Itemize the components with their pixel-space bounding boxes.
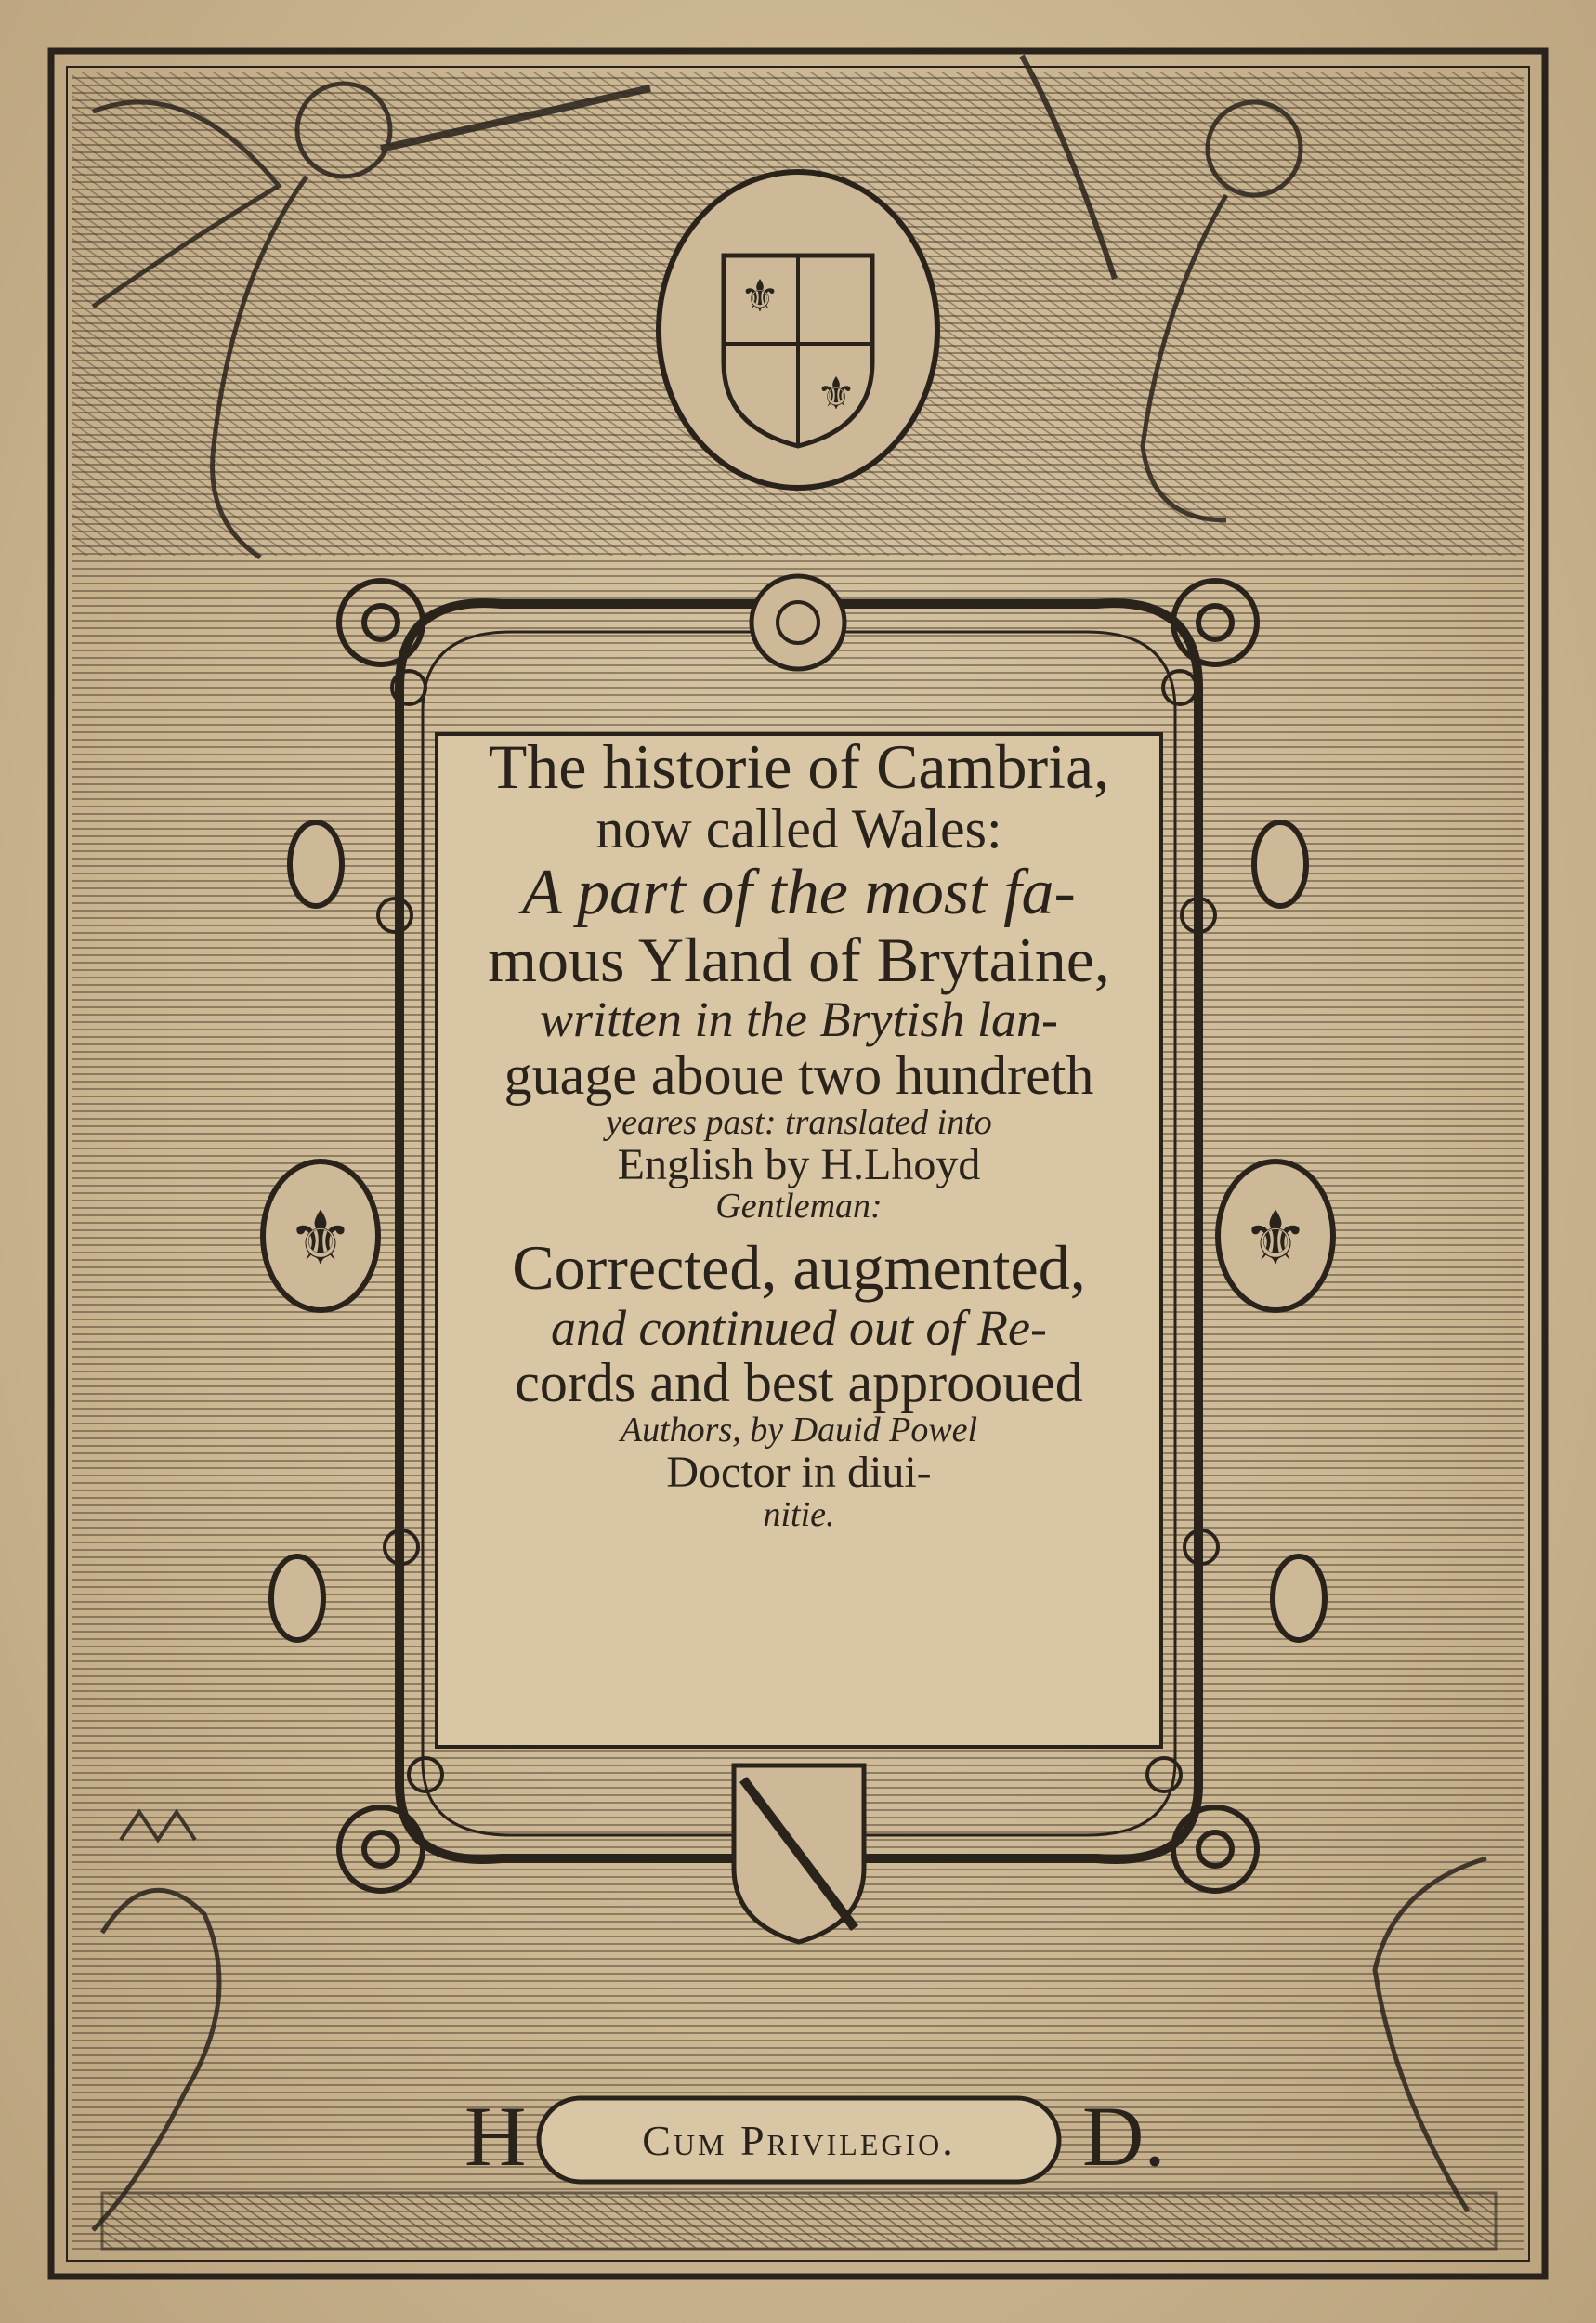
svg-text:⚜: ⚜ bbox=[816, 368, 857, 420]
printer-initial-right: D. bbox=[1082, 2089, 1166, 2184]
title-line-2: now called Wales: bbox=[595, 798, 1002, 860]
title-line-10: Corrected, augmented, bbox=[512, 1232, 1086, 1304]
title-line-5: written in the Brytish lan- bbox=[540, 991, 1058, 1048]
title-line-13: Authors, by Dauid Powel bbox=[620, 1411, 978, 1450]
title-line-11: and continued out of Re- bbox=[551, 1299, 1047, 1356]
royal-arms-icon bbox=[659, 172, 937, 488]
title-line-9: Gentleman: bbox=[715, 1187, 883, 1227]
printer-initial-left: H bbox=[464, 2089, 527, 2184]
cum-privilegio-label: Cum Privilegio. bbox=[642, 2116, 956, 2164]
svg-text:⚜: ⚜ bbox=[739, 270, 780, 322]
svg-text:⚜: ⚜ bbox=[287, 1195, 354, 1281]
title-line-4: mous Yland of Brytaine, bbox=[488, 924, 1110, 995]
svg-text:⚜: ⚜ bbox=[1242, 1195, 1309, 1281]
title-line-8: English by H.Lhoyd bbox=[617, 1139, 981, 1189]
fleur-de-lis-medallion-right bbox=[1218, 1162, 1333, 1310]
title-line-7: yeares past: translated into bbox=[606, 1102, 992, 1142]
title-line-3: A part of the most fa- bbox=[522, 857, 1076, 929]
bishop-arms-icon bbox=[734, 1765, 864, 1942]
tudor-rose-icon bbox=[752, 576, 844, 669]
title-line-1: The historie of Cambria, bbox=[488, 731, 1110, 802]
title-line-14: Doctor in diui- bbox=[666, 1448, 932, 1498]
fleur-de-lis-medallion-left bbox=[263, 1162, 378, 1310]
title-line-6: guage aboue two hundreth bbox=[504, 1043, 1094, 1106]
title-line-15: nitie. bbox=[763, 1494, 835, 1534]
title-line-12: cords and best approoued bbox=[515, 1352, 1083, 1414]
title-text-block bbox=[437, 731, 1161, 1747]
